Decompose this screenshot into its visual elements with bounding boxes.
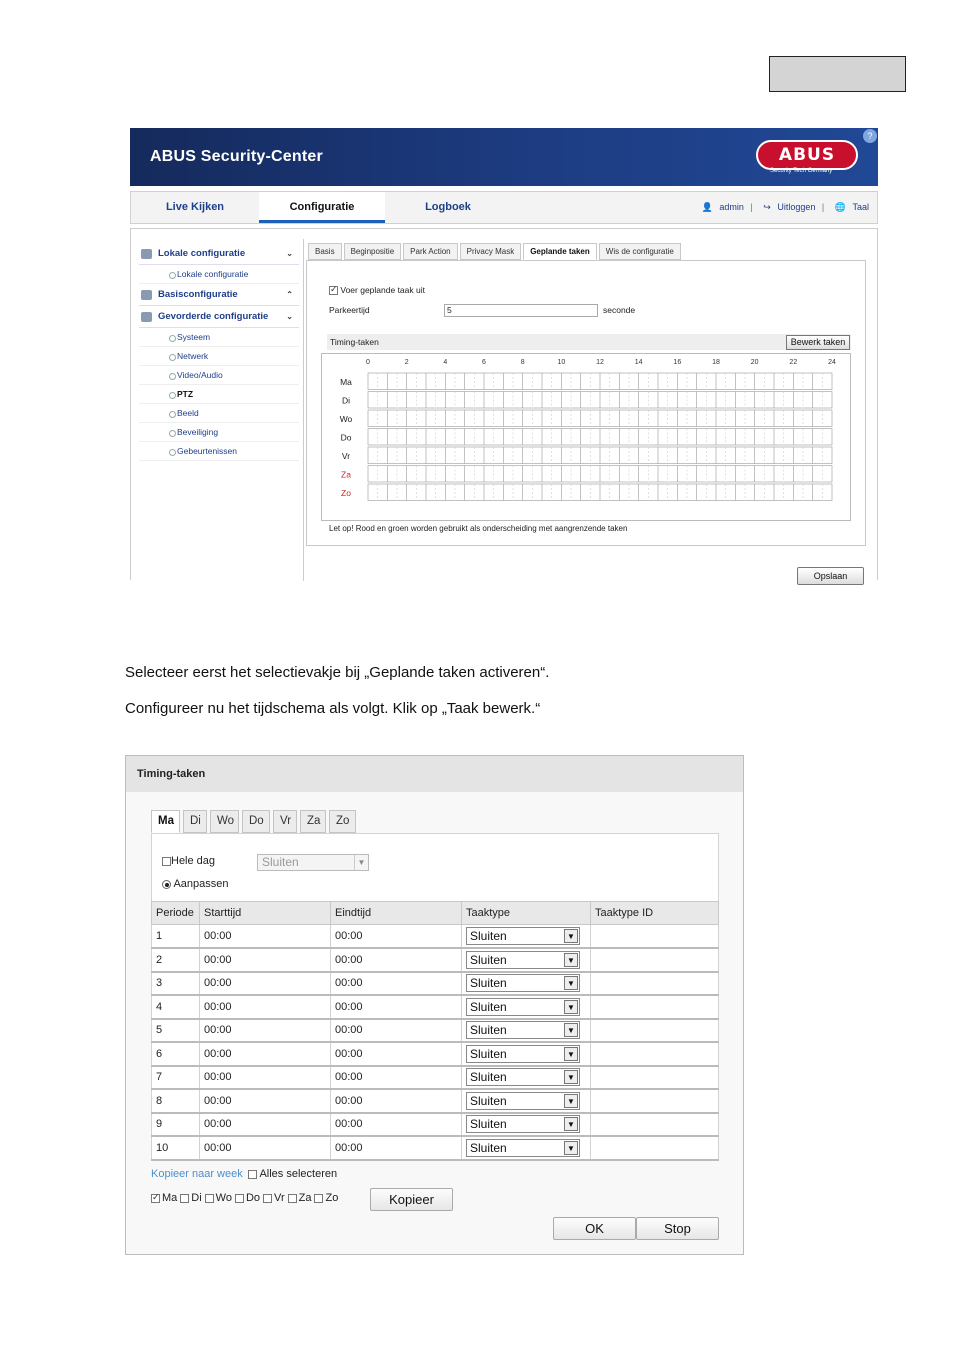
start-time-cell[interactable]: 00:00: [200, 1136, 331, 1160]
instruction-paragraph-1: Selecteer eerst het selectievakje bij „Geplande taken activeren“.: [125, 664, 550, 681]
timing-dialog: [125, 755, 744, 1255]
col-eindtijd: Eindtijd: [331, 902, 462, 925]
sidebar-item-ptz[interactable]: PTZ: [139, 385, 299, 404]
tab-configuratie[interactable]: Configuratie: [259, 192, 385, 223]
periods-table: [151, 901, 719, 1161]
task-type-value: Sluiten: [470, 1046, 507, 1061]
hour-tick-label: 8: [520, 359, 525, 366]
task-type-id-cell: [591, 1089, 719, 1113]
task-type-cell: [462, 1113, 591, 1137]
hour-tick-label: 0: [366, 359, 370, 366]
subtab-beginpositie[interactable]: Beginpositie: [344, 243, 402, 260]
main-nav: [130, 191, 878, 224]
logo-subtitle: Security Tech Germany: [770, 168, 833, 174]
ok-button[interactable]: OK: [553, 1217, 636, 1240]
start-time-cell[interactable]: 00:00: [200, 1042, 331, 1066]
task-type-select[interactable]: [466, 1139, 580, 1157]
day-label: Ma: [340, 377, 352, 387]
task-type-cell: [462, 1136, 591, 1160]
language-link[interactable]: Taal: [852, 202, 869, 212]
sidebar-item-gebeurtenissen[interactable]: Gebeurtenissen: [139, 442, 299, 461]
gear-icon: [141, 290, 152, 300]
chevron-down-icon: ⌄: [286, 312, 293, 321]
task-type-id-cell: [591, 925, 719, 949]
table-row: [152, 1019, 719, 1043]
task-type-value: Sluiten: [470, 1023, 507, 1038]
period-cell: 4: [152, 995, 200, 1019]
day-tabs: [151, 810, 359, 833]
chevron-down-icon: ▼: [564, 1023, 578, 1037]
hour-tick-label: 10: [557, 359, 566, 366]
sidebar-basic-config[interactable]: [139, 284, 299, 306]
sidebar-local-config[interactable]: [139, 243, 299, 265]
chevron-down-icon: ▼: [564, 976, 578, 990]
config-screenshot: [130, 128, 878, 580]
user-icon: 👤: [701, 202, 713, 212]
copy-day-checkbox-vr[interactable]: [263, 1194, 272, 1203]
period-cell: 8: [152, 1089, 200, 1113]
task-type-select[interactable]: [466, 1092, 580, 1110]
hour-tick-label: 20: [750, 359, 759, 366]
table-row: [152, 1136, 719, 1160]
whole-day-row: [162, 855, 215, 867]
sidebar-advanced-config[interactable]: [139, 306, 299, 328]
end-time-cell[interactable]: 00:00: [331, 1019, 462, 1043]
subtab-privacy-mask[interactable]: Privacy Mask: [460, 243, 522, 260]
end-time-cell[interactable]: 00:00: [331, 948, 462, 972]
edit-tasks-button[interactable]: Bewerk taken: [786, 335, 850, 350]
dialog-title: Timing-taken: [126, 756, 743, 792]
copy-day-checkbox-za[interactable]: [288, 1194, 297, 1203]
select-all-checkbox[interactable]: [248, 1170, 257, 1179]
question-icon[interactable]: ?: [863, 129, 877, 143]
task-type-id-cell: [591, 1066, 719, 1090]
copy-day-label: Ma: [162, 1192, 178, 1204]
copy-days-checkboxes: [151, 1192, 341, 1204]
copy-day-label: Vr: [274, 1192, 285, 1204]
hour-tick-label: 24: [828, 359, 836, 366]
globe-icon: 🌐: [834, 202, 846, 212]
hour-tick-label: 4: [443, 359, 448, 366]
period-cell: 1: [152, 925, 200, 949]
period-cell: 10: [152, 1136, 200, 1160]
table-row: [152, 948, 719, 972]
task-type-select[interactable]: [466, 974, 580, 992]
schedule-grid: [321, 353, 851, 521]
hour-tick-label: 22: [789, 359, 798, 366]
task-type-select[interactable]: [466, 927, 580, 945]
task-type-select[interactable]: [466, 998, 580, 1016]
tab-di[interactable]: Di: [183, 810, 207, 833]
chevron-down-icon: ▼: [564, 1094, 578, 1108]
abus-logo: ABUS: [756, 140, 858, 170]
whole-day-checkbox[interactable]: [162, 857, 171, 866]
task-type-value: Sluiten: [470, 976, 507, 991]
park-time-label: Parkeertijd: [329, 305, 370, 315]
start-time-cell[interactable]: 00:00: [200, 1113, 331, 1137]
chevron-down-icon: ▼: [564, 1141, 578, 1155]
sidebar-label: Gevorderde configuratie: [158, 311, 269, 322]
chevron-up-icon: ⌃: [286, 290, 293, 299]
col-starttijd: Starttijd: [200, 902, 331, 925]
whole-day-select-value: Sluiten: [262, 855, 299, 869]
end-time-cell[interactable]: 00:00: [331, 1136, 462, 1160]
copy-button[interactable]: Kopieer: [370, 1188, 453, 1211]
task-type-id-cell: [591, 1019, 719, 1043]
period-cell: 5: [152, 1019, 200, 1043]
content-area: [130, 228, 878, 580]
ptz-main-panel: [303, 239, 871, 581]
period-cell: 3: [152, 972, 200, 996]
task-type-value: Sluiten: [470, 999, 507, 1014]
task-type-cell: [462, 1042, 591, 1066]
end-time-cell[interactable]: 00:00: [331, 1089, 462, 1113]
app-title: ABUS Security-Center: [150, 148, 323, 165]
table-row: [152, 972, 719, 996]
task-type-value: Sluiten: [470, 1093, 507, 1108]
schedule-grid-svg: [322, 354, 852, 522]
timing-header: [327, 334, 851, 350]
user-name: admin: [719, 202, 744, 212]
task-type-value: Sluiten: [470, 929, 507, 943]
day-label: Zo: [341, 488, 351, 498]
sidebar-item-netwerk[interactable]: Netwerk: [139, 347, 299, 366]
select-all-label: Alles selecteren: [259, 1168, 338, 1180]
enable-checkbox[interactable]: [329, 286, 338, 295]
task-type-value: Sluiten: [470, 1070, 507, 1085]
day-label: Vr: [341, 451, 351, 461]
customize-label: Aanpassen: [173, 878, 229, 890]
day-label: Di: [341, 395, 351, 406]
task-type-select[interactable]: [466, 1115, 580, 1133]
whole-day-select[interactable]: [257, 854, 369, 871]
sidebar-item-beeld[interactable]: Beeld: [139, 404, 299, 423]
tab-wo[interactable]: Wo: [210, 810, 239, 833]
task-type-select[interactable]: [466, 951, 580, 969]
copy-link-label: Kopieer naar week: [151, 1168, 243, 1180]
col-taaktype-id: Taaktype ID: [591, 902, 719, 925]
sidebar-item-beveiliging[interactable]: Beveiliging: [139, 423, 299, 442]
task-type-cell: [462, 925, 591, 949]
customize-radio[interactable]: [162, 880, 171, 889]
select-all-row: [248, 1168, 337, 1180]
task-type-id-cell: [591, 948, 719, 972]
task-type-id-cell: [591, 972, 719, 996]
chevron-down-icon: ▼: [354, 855, 368, 870]
chevron-down-icon: ▼: [564, 1070, 578, 1084]
chevron-down-icon: ▼: [564, 1117, 578, 1131]
task-type-cell: [462, 1089, 591, 1113]
task-type-id-cell: [591, 995, 719, 1019]
start-time-cell[interactable]: 00:00: [200, 948, 331, 972]
task-type-select[interactable]: [466, 1045, 580, 1063]
task-type-id-cell: [591, 1042, 719, 1066]
task-type-value: Sluiten: [470, 1117, 507, 1132]
period-cell: 6: [152, 1042, 200, 1066]
start-time-cell[interactable]: 00:00: [200, 1019, 331, 1043]
copy-day-label: Zo: [325, 1192, 339, 1204]
start-time-cell[interactable]: 00:00: [200, 972, 331, 996]
period-cell: 7: [152, 1066, 200, 1090]
end-time-cell[interactable]: 00:00: [331, 1066, 462, 1090]
subtab-basis[interactable]: Basis: [308, 243, 342, 260]
subtab-geplande-taken[interactable]: Geplande taken: [523, 243, 597, 260]
color-note: Let op! Rood en groen worden gebruikt als onderscheiding met aangrenzende taken: [329, 524, 628, 533]
tab-vr[interactable]: Vr: [273, 810, 297, 833]
start-time-cell[interactable]: 00:00: [200, 925, 331, 949]
table-row: [152, 1113, 719, 1137]
computer-icon: [141, 249, 152, 259]
enable-label: Voer geplande taak uit: [340, 285, 425, 295]
table-row: [152, 995, 719, 1019]
copy-day-label: Do: [245, 1192, 261, 1204]
stop-button[interactable]: Stop: [636, 1217, 719, 1240]
tab-logboek[interactable]: Logboek: [425, 201, 471, 213]
header-banner: [130, 128, 878, 186]
chevron-down-icon: ▼: [564, 953, 578, 967]
sidebar-item-systeem[interactable]: Systeem: [139, 328, 299, 347]
ptz-subtabs: [308, 243, 683, 259]
page-header-box: [769, 56, 906, 92]
table-row: [152, 1066, 719, 1090]
sidebar-label: Basisconfiguratie: [158, 289, 238, 300]
sidebar-item-local-config[interactable]: Lokale configuratie: [139, 265, 299, 284]
end-time-cell[interactable]: 00:00: [331, 995, 462, 1019]
subtab-wis-configuratie[interactable]: Wis de configuratie: [599, 243, 681, 260]
tab-zo[interactable]: Zo: [329, 810, 356, 833]
period-cell: 9: [152, 1113, 200, 1137]
sidebar-label: Lokale configuratie: [158, 248, 246, 259]
task-type-value: Sluiten: [470, 952, 507, 967]
park-time-unit: seconde: [603, 305, 636, 315]
col-taaktype: Taaktype: [462, 902, 591, 925]
chevron-down-icon: ▼: [564, 1047, 578, 1061]
hour-tick-label: 18: [712, 359, 720, 366]
chevron-down-icon: ⌄: [286, 249, 293, 258]
task-type-select[interactable]: [466, 1021, 580, 1039]
enable-row: [329, 285, 425, 295]
start-time-cell[interactable]: 00:00: [200, 1089, 331, 1113]
start-time-cell[interactable]: 00:00: [200, 1066, 331, 1090]
copy-to-week-link[interactable]: [151, 1168, 243, 1180]
sidebar-item-video-audio[interactable]: Video/Audio: [139, 366, 299, 385]
timing-label: Timing-taken: [330, 337, 379, 347]
copy-day-label: Wo: [215, 1192, 232, 1204]
task-type-value: Sluiten: [470, 1140, 507, 1155]
day-label: Wo: [339, 414, 353, 424]
task-type-cell: [462, 1066, 591, 1090]
end-time-cell[interactable]: 00:00: [331, 925, 462, 949]
period-cell: 2: [152, 948, 200, 972]
copy-day-checkbox-do[interactable]: [235, 1194, 244, 1203]
end-time-cell[interactable]: 00:00: [331, 1113, 462, 1137]
copy-day-checkbox-ma[interactable]: [151, 1194, 160, 1203]
day-options: [151, 833, 719, 902]
tab-do[interactable]: Do: [242, 810, 270, 833]
copy-day-label: Za: [298, 1192, 312, 1204]
copy-day-checkbox-di[interactable]: [180, 1194, 189, 1203]
task-type-select[interactable]: [466, 1068, 580, 1086]
hour-tick-label: 14: [634, 359, 643, 366]
day-label: Do: [340, 432, 352, 443]
logout-link[interactable]: Uitloggen: [777, 202, 816, 212]
chevron-down-icon: ▼: [564, 929, 578, 943]
whole-day-label: Hele dag: [171, 855, 216, 867]
start-time-cell[interactable]: 00:00: [200, 995, 331, 1019]
subtab-park-action[interactable]: Park Action: [403, 243, 457, 260]
table-row: [152, 1042, 719, 1066]
end-time-cell[interactable]: 00:00: [331, 972, 462, 996]
tab-za[interactable]: Za: [300, 810, 326, 833]
wrench-icon: [141, 312, 152, 322]
chevron-down-icon: ▼: [564, 1000, 578, 1014]
task-type-cell: [462, 972, 591, 996]
copy-day-checkbox-wo[interactable]: [205, 1194, 214, 1203]
tab-ma[interactable]: Ma: [151, 810, 180, 833]
copy-day-label: Di: [191, 1192, 202, 1204]
customize-row: [162, 878, 229, 890]
col-periode: Periode: [152, 902, 200, 925]
task-type-id-cell: [591, 1113, 719, 1137]
instruction-paragraph-2: Configureer nu het tijdschema als volgt. Klik op „Taak bewerk.“: [125, 700, 541, 717]
hour-tick-label: 2: [404, 359, 409, 366]
copy-day-checkbox-zo[interactable]: [314, 1194, 323, 1203]
hour-tick-label: 6: [482, 359, 486, 366]
task-type-cell: [462, 995, 591, 1019]
hour-tick-label: 12: [596, 359, 604, 366]
table-row: [152, 925, 719, 949]
scheduled-tasks-panel: [306, 260, 866, 546]
task-type-cell: [462, 1019, 591, 1043]
user-menu: 👤 admin | ↪ Uitloggen | 🌐 Taal: [701, 202, 869, 212]
task-type-cell: [462, 948, 591, 972]
tab-live-kijken[interactable]: Live Kijken: [165, 201, 225, 213]
end-time-cell[interactable]: 00:00: [331, 1042, 462, 1066]
hour-tick-label: 16: [673, 359, 682, 366]
save-button[interactable]: Opslaan: [797, 567, 864, 585]
table-row: [152, 1089, 719, 1113]
logout-icon: ↪: [763, 202, 771, 212]
day-label: Za: [341, 469, 351, 480]
task-type-id-cell: [591, 1136, 719, 1160]
park-time-input[interactable]: 5: [444, 304, 598, 317]
sidebar: [139, 243, 299, 461]
